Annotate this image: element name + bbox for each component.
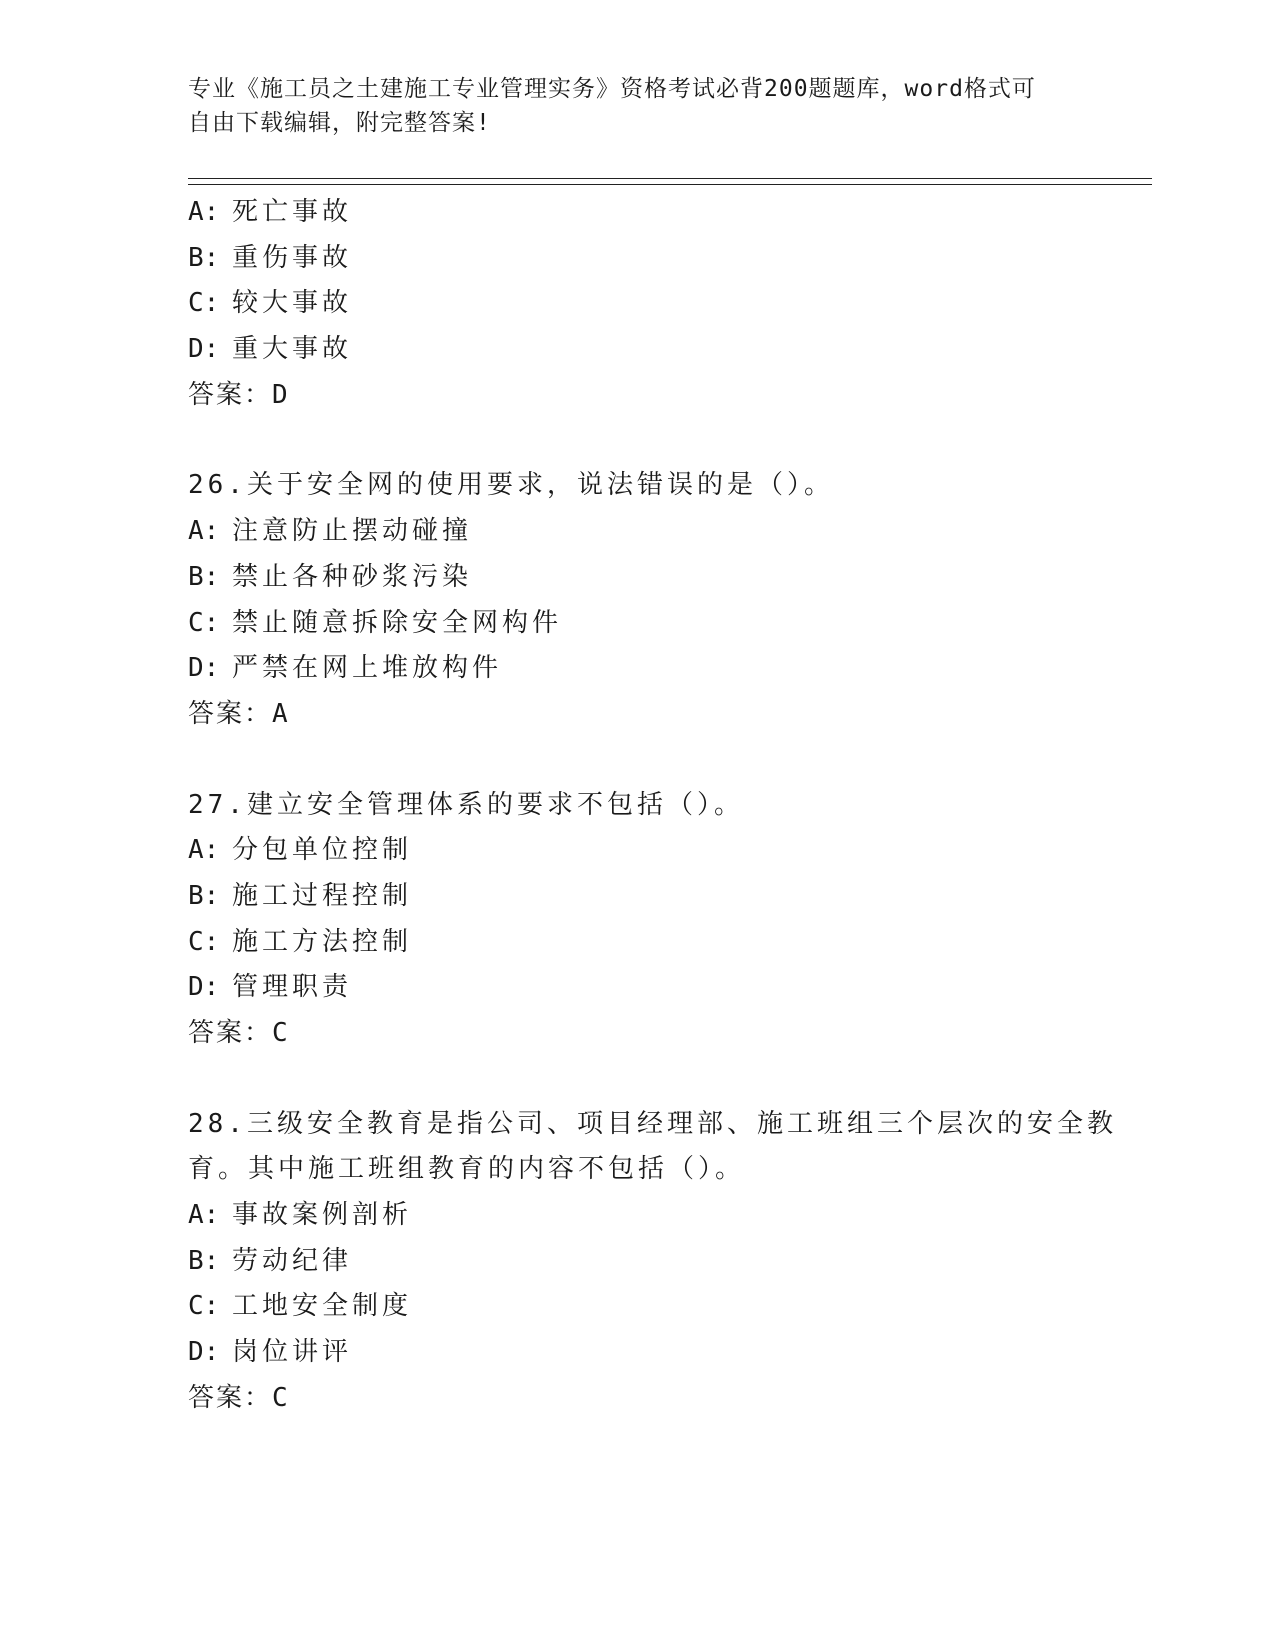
question-list [188,190,1117,1422]
option-text: 管理职责 [232,972,353,1003]
option-text: 劳动纪律 [232,1245,353,1276]
answer-line: 答案：D [188,379,290,410]
spacer [188,738,1088,783]
question-stem [188,1102,1117,1193]
spacer [188,1057,1088,1102]
option-letter: B: [188,242,220,273]
header-line-2: 自由下载编辑，附完整答案! [188,110,491,136]
option-d [188,646,1088,692]
option-text: 施工方法控制 [232,926,413,957]
option-text: 分包单位控制 [232,835,413,866]
question-stem [188,463,1088,509]
option-text: 禁止各种砂浆污染 [232,561,473,592]
option-c [188,601,1088,647]
option-letter: C: [188,926,220,957]
option-text: 重大事故 [232,334,353,365]
option-letter: B: [188,880,220,911]
option-letter: A: [188,835,220,866]
option-letter: A: [188,197,220,227]
option-a [188,190,1088,236]
option-letter: B: [188,1245,220,1276]
option-a [188,1193,1088,1239]
question-stem-line: 28.三级安全教育是指公司、项目经理部、施工班组三个层次的安全教 [188,1108,1117,1139]
option-text: 严禁在网上堆放构件 [232,653,503,684]
option-text: 岗位讲评 [232,1337,353,1368]
header-divider [188,178,1152,185]
question-27 [188,783,1088,1057]
question-stem [188,783,1088,829]
option-d [188,327,1088,373]
option-letter: B: [188,561,220,592]
option-c [188,281,1088,327]
option-b [188,236,1088,282]
option-letter: D: [188,653,220,684]
option-letter: C: [188,607,220,638]
option-text: 较大事故 [232,288,353,319]
header-line-1: 专业《施工员之土建施工专业管理实务》资格考试必背200题题库，word格式可 [188,76,1036,102]
question-26 [188,463,1088,737]
option-c [188,1284,1088,1330]
option-letter: A: [188,516,220,547]
option-text: 事故案例剖析 [232,1200,413,1231]
option-a [188,509,1088,555]
document-header [188,72,1068,140]
option-a [188,828,1088,874]
spacer [188,418,1088,463]
option-b [188,555,1088,601]
option-letter: D: [188,972,220,1003]
option-letter: C: [188,1291,220,1322]
option-letter: D: [188,1337,220,1368]
question-25-continuation [188,190,1088,418]
option-b [188,874,1088,920]
option-letter: A: [188,1200,220,1231]
option-text: 死亡事故 [232,197,353,227]
answer-line: 答案：C [188,1382,290,1413]
answer-line: 答案：A [188,698,290,729]
answer-line: 答案：C [188,1018,290,1048]
option-text: 注意防止摆动碰撞 [232,516,473,547]
option-text: 施工过程控制 [232,880,413,911]
question-28 [188,1102,1117,1422]
option-text: 重伤事故 [232,242,353,273]
option-d [188,1330,1088,1376]
option-letter: D: [188,334,220,365]
question-stem-line: 育。其中施工班组教育的内容不包括（）。 [188,1154,746,1185]
option-letter: C: [188,288,220,319]
option-c [188,920,1088,966]
question-stem-line: 27.建立安全管理体系的要求不包括（）。 [188,789,744,820]
option-d [188,965,1088,1011]
option-text: 工地安全制度 [232,1291,413,1322]
option-b [188,1239,1088,1285]
option-text: 禁止随意拆除安全网构件 [232,607,563,638]
question-stem-line: 26.关于安全网的使用要求，说法错误的是（）。 [188,470,834,501]
